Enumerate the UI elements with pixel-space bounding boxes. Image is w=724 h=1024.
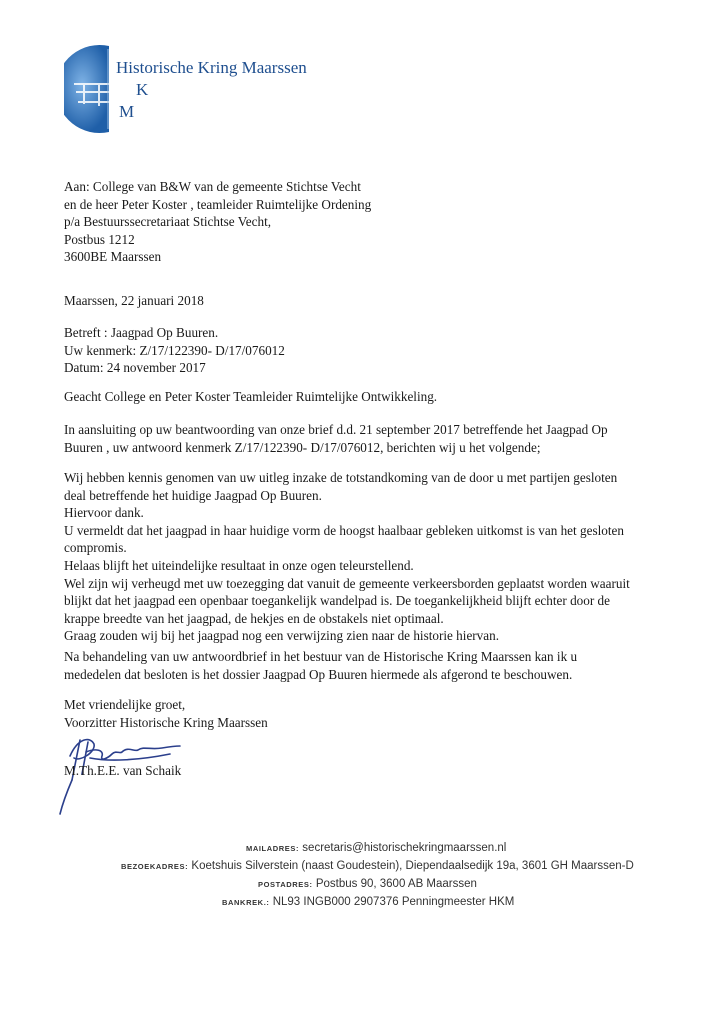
logo-title: Historische Kring Maarssen: [116, 58, 307, 77]
reference-line: Datum: 24 november 2017: [64, 360, 206, 376]
paragraph-line: krappe breedte van het jaagpad, de hekjes en de obstakels niet optimaal.: [64, 610, 444, 626]
paragraph-line: Wel zijn wij verheugd met uw toezegging dat vanuit de gemeente verkeersborden geplaatst worden waaruit: [64, 575, 630, 591]
footer-value: NL93 INGB000 2907376 Penningmeester HKM: [272, 896, 515, 908]
paragraph-line: In aansluiting op uw beantwoording van onze brief d.d. 21 september 2017 betreffende het Jaagpad Op: [64, 422, 608, 437]
addressee-line: 3600BE Maarssen: [64, 249, 162, 265]
paragraph-line: U vermeldt dat het jaagpad in haar huidige vorm de hoogst haalbaar gebleken uitkomst is van het gesloten: [64, 522, 624, 538]
closing-line: Voorzitter Historische Kring Maarssen: [64, 714, 268, 730]
paragraph-line: Hiervoor dank.: [64, 505, 144, 521]
date-line: Maarssen, 22 januari 2018: [64, 293, 204, 308]
paragraph-line: mededelen dat besloten is het dossier Jaagpad Op Buuren hiermede als afgerond te beschouwen.: [64, 666, 573, 682]
paragraph-line: compromis.: [64, 540, 127, 556]
paragraph-line: deal betreffende het huidige Jaagpad Op Buuren.: [64, 487, 322, 503]
reference-line: Betreft : Jaagpad Op Buuren.: [64, 325, 219, 340]
organization-logo: [64, 44, 364, 134]
footer-bank-row: [222, 896, 514, 908]
paragraph-line: Wij hebben kennis genomen van uw uitleg inzake de totstandkoming van de door u met partijen gesloten: [64, 470, 618, 485]
footer-label: MAILADRES:: [246, 844, 300, 853]
addressee-line: Postbus 1212: [64, 231, 135, 247]
footer-email-row: [246, 842, 506, 854]
addressee-block: [64, 178, 371, 266]
footer-email-link[interactable]: secretaris@historischekringmaarssen.nl: [302, 842, 507, 854]
footer-value: Postbus 90, 3600 AB Maarssen: [315, 878, 477, 890]
footer-label: POSTADRES:: [258, 880, 313, 889]
addressee-line: p/a Bestuurssecretariaat Stichtse Vecht,: [64, 214, 272, 230]
paragraph-line: blijkt dat het jaagpad een openbaar toegankelijk wandelpad is. De toegankelijkheid blijft echter door de: [64, 593, 610, 609]
addressee-line: Aan: College van B&W van de gemeente Stichtse Vecht: [64, 179, 361, 194]
logo-letter-k: K: [136, 80, 149, 99]
footer-label: BEZOEKADRES:: [121, 862, 189, 871]
footer-label: BANKREK.:: [222, 898, 270, 907]
paragraph-line: Helaas blijft het uiteindelijke resultaat in onze ogen teleurstellend.: [64, 557, 414, 573]
footer-postal-row: [258, 878, 477, 890]
paragraph-2: [64, 469, 630, 645]
reference-block: [64, 324, 285, 377]
paragraph-line: Graag zouden wij bij het jaagpad nog een verwijzing zien naar de historie hiervan.: [64, 628, 500, 644]
paragraph-3: [64, 648, 577, 683]
closing-line: Met vriendelijke groet,: [64, 697, 186, 712]
logo-letter-m: M: [119, 102, 135, 121]
footer-value: Koetshuis Silverstein (naast Goudestein), Diependaalsedijk 19a, 3601 GH Maarssen-D: [191, 860, 634, 872]
signatory-name: M.Th.E.E. van Schaik: [64, 763, 182, 778]
paragraph-line: Buuren , uw antwoord kenmerk Z/17/122390- D/17/076012, berichten wij u het volgende;: [64, 439, 541, 455]
addressee-line: en de heer Peter Koster , teamleider Ruimtelijke Ordening: [64, 196, 372, 212]
footer-visit-row: [121, 860, 634, 872]
closing-block: [64, 696, 268, 731]
paragraph-line: Na behandeling van uw antwoordbrief in het bestuur van de Historische Kring Maarssen kan ik u: [64, 649, 578, 664]
paragraph-1: [64, 421, 608, 456]
salutation: Geacht College en Peter Koster Teamleider Ruimtelijke Ontwikkeling.: [64, 389, 438, 404]
reference-line: Uw kenmerk: Z/17/122390- D/17/076012: [64, 342, 285, 358]
